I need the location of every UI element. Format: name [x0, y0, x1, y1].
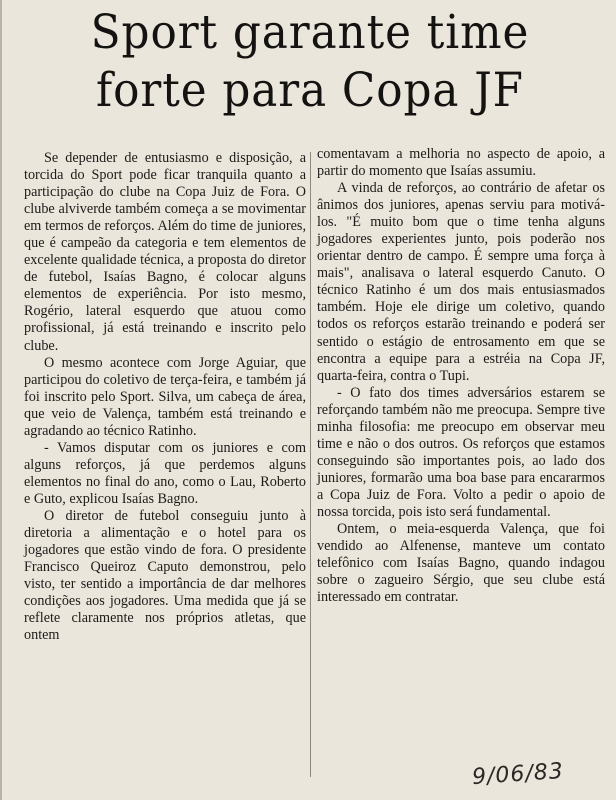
paragraph: A vinda de reforços, ao contrário de afetar os ânimos dos juniores, apenas serviu para motivá-los. "É muito bom que o time tenha alguns jogadores experientes junto, pois poderão nos orientar dentro de campo. É sempre uma força à mais", analisava o lateral esquerdo Canuto. O técnico Ratinho é um dos mais entusiasmados também. Hoje ele dirige um coletivo, quando todos os reforços estarão treinando e poderá ser sentido o estágio de entrosamento em que se encontra a equipe para a estréia na Copa JF, quarta-feira, contra o Tupi. [317, 180, 605, 384]
left-column [24, 150, 306, 644]
headline [31, 4, 589, 120]
headline-line-2: forte para Copa JF [96, 63, 524, 118]
column-divider [310, 152, 311, 777]
paragraph: O mesmo acontece com Jorge Aguiar, que participou do coletivo de terça-feira, e também já foi inscrito pelo Sport. Silva, um cabeça de área, que veio de Valença, também está treinando e agradando ao técnico Ratinho. [24, 354, 306, 439]
paragraph: - Vamos disputar com os juniores e com alguns reforços, já que perdemos alguns elementos no final do ano, como o Lau, Roberto e Guto, explicou Isaías Bagno. [24, 439, 306, 507]
right-column [317, 146, 605, 606]
paragraph: Se depender de entusiasmo e disposição, a torcida do Sport pode ficar tranquila quanto a participação do clube na Copa Juiz de Fora. O clube alviverde também começa a se movimentar em termos de reforços. Além do time de juniores, que é campeão da categoria e tem elementos de excelente qualidade técnica, a proposta do diretor de futebol, Isaías Bagno, é colocar alguns elementos de experiência. Por isto mesmo, Rogério, lateral esquerdo que atuou como profissional, já está treinando e inscrito pelo clube. [24, 150, 306, 354]
handwritten-date: 9/06/83 [471, 758, 565, 791]
paragraph-continued: comentavam a melhoria no aspecto de apoio, a partir do momento que Isaías assumiu. [317, 146, 605, 180]
paragraph: O diretor de futebol conseguiu junto à diretoria a alimentação e o hotel para os jogadores que estão vindo de fora. O presidente Francisco Queiroz Caputo demonstrou, pelo visto, ter sentido a importância de dar melhores condições aos jogadores. Uma medida que já se reflete claramente nos próprios atletas, que ontem [24, 507, 306, 644]
paragraph: Ontem, o meia-esquerda Valença, que foi vendido ao Alfenense, manteve um contato telefônico com Isaías Bagno, quando indagou sobre o zagueiro Sérgio, que seu clube está interessado em contratar. [317, 521, 605, 606]
paragraph: - O fato dos times adversários estarem se reforçando também não me preocupa. Sempre tive minha filosofia: me preocupo em observar meu time e não o dos outros. Os reforços que estamos conseguindo são importantes pois, ao lado dos juniores, formarão uma boa base para encararmos a Copa Juiz de Fora. Volto a pedir o apoio de nossa torcida, pois isto será fundamental. [317, 384, 605, 520]
headline-line-1: Sport garante time [90, 5, 530, 60]
